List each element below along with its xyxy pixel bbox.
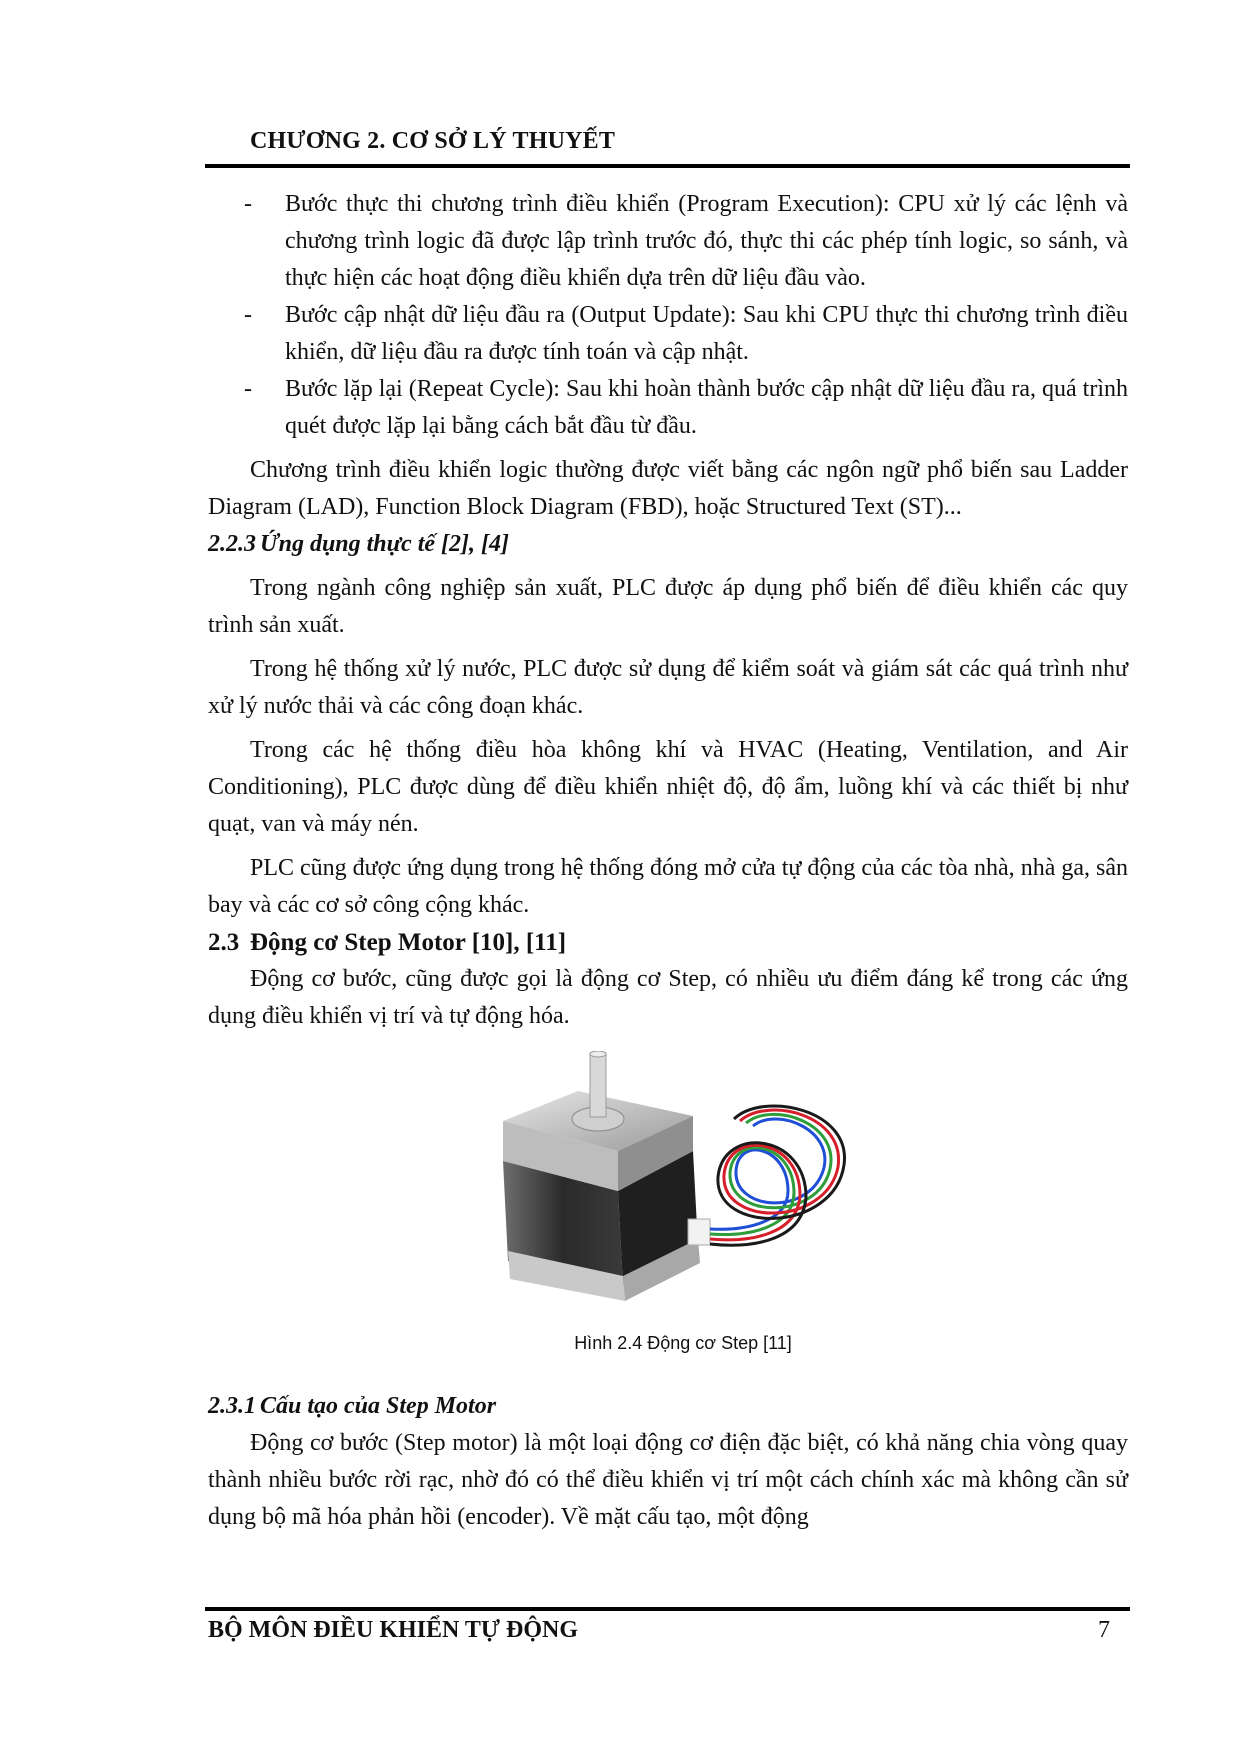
section-number: 2.2.3	[208, 531, 256, 557]
bullet-dash: -	[244, 376, 252, 402]
section-title: Ứng dụng thực tế [2], [4]	[260, 531, 509, 557]
bullet-dash: -	[244, 302, 252, 328]
figure-caption: Hình 2.4 Động cơ Step [11]	[574, 1333, 792, 1353]
section-title: Động cơ Step Motor [10], [11]	[250, 929, 567, 956]
paragraph-application: Trong ngành công nghiệp sản xuất, PLC được áp dụng phổ biến để điều khiển các quy trình sản xuất.	[208, 575, 1128, 638]
section-title: Cấu tạo của Step Motor	[260, 1393, 497, 1419]
section-number: 2.3	[208, 929, 240, 956]
section-heading-2-3-1	[208, 1388, 1128, 1425]
motor-shaft	[590, 1053, 606, 1117]
paragraph-structure: Động cơ bước (Step motor) là một loại động cơ điện đặc biệt, có khả năng chia vòng quay thành nhiều bước rời rạc, nhờ đó có thể điều khiển vị trí một cách chính xác mà không cần sử dụng bộ mã hóa phản hồi (encoder). Về mặt cấu tạo, một động	[208, 1430, 1128, 1530]
motor-connector	[688, 1219, 710, 1245]
motor-wires	[710, 1106, 845, 1245]
section-heading-2-2-3	[208, 526, 1128, 563]
figure-step-motor	[208, 1051, 1128, 1319]
paragraph-step-intro: Động cơ bước, cũng được gọi là động cơ Step, có nhiều ưu điểm đáng kể trong các ứng dụng điều khiển vị trí và tự động hóa.	[208, 966, 1128, 1029]
bullet-text: Bước cập nhật dữ liệu đầu ra (Output Update): Sau khi CPU thực thi chương trình điều khiển, dữ liệu đầu ra được tính toán và cập nhật.	[285, 302, 1128, 365]
section-number: 2.3.1	[208, 1393, 256, 1419]
paragraph-application: Trong hệ thống xử lý nước, PLC được sử dụng để kiểm soát và giám sát các quá trình như xử lý nước thải và các công đoạn khác.	[208, 656, 1128, 719]
bullet-text: Bước lặp lại (Repeat Cycle): Sau khi hoàn thành bước cập nhật dữ liệu đầu ra, quá trình quét được lặp lại bằng cách bắt đầu từ đầu.	[285, 376, 1128, 439]
bullet-dash: -	[244, 191, 252, 217]
paragraph-application: PLC cũng được ứng dụng trong hệ thống đóng mở cửa tự động của các tòa nhà, nhà ga, sân bay và các cơ sở công cộng khác.	[208, 855, 1128, 918]
chapter-title: CHƯƠNG 2. CƠ SỞ LÝ THUYẾT	[250, 128, 616, 154]
step-motor-image	[488, 1051, 868, 1316]
paragraph-application: Trong các hệ thống điều hòa không khí và HVAC (Heating, Ventilation, and Air Conditioning), PLC được dùng để điều khiển nhiệt độ, độ ẩm, luồng khí và các thiết bị như quạt, van và máy nén.	[208, 737, 1128, 837]
paragraph-languages: Chương trình điều khiển logic thường được viết bằng các ngôn ngữ phổ biến sau Ladder Diagram (LAD), Function Block Diagram (FBD), hoặc Structured Text (ST)...	[208, 457, 1128, 520]
bullet-item	[208, 297, 1128, 371]
header-rule	[205, 164, 1130, 168]
bullet-item	[208, 186, 1128, 297]
page-body	[208, 186, 1128, 1536]
bullet-text: Bước thực thi chương trình điều khiển (Program Execution): CPU xử lý các lệnh và chương trình logic đã được lập trình trước đó, thực thi các phép tính logic, so sánh, và thực hiện các hoạt động điều khiển dựa trên dữ liệu đầu vào.	[285, 191, 1128, 291]
footer-rule	[205, 1607, 1130, 1611]
page-number: 7	[1098, 1617, 1110, 1643]
footer-department: BỘ MÔN ĐIỀU KHIỂN TỰ ĐỘNG	[208, 1617, 579, 1643]
bullet-item	[208, 371, 1128, 445]
section-heading-2-3	[208, 924, 1128, 961]
